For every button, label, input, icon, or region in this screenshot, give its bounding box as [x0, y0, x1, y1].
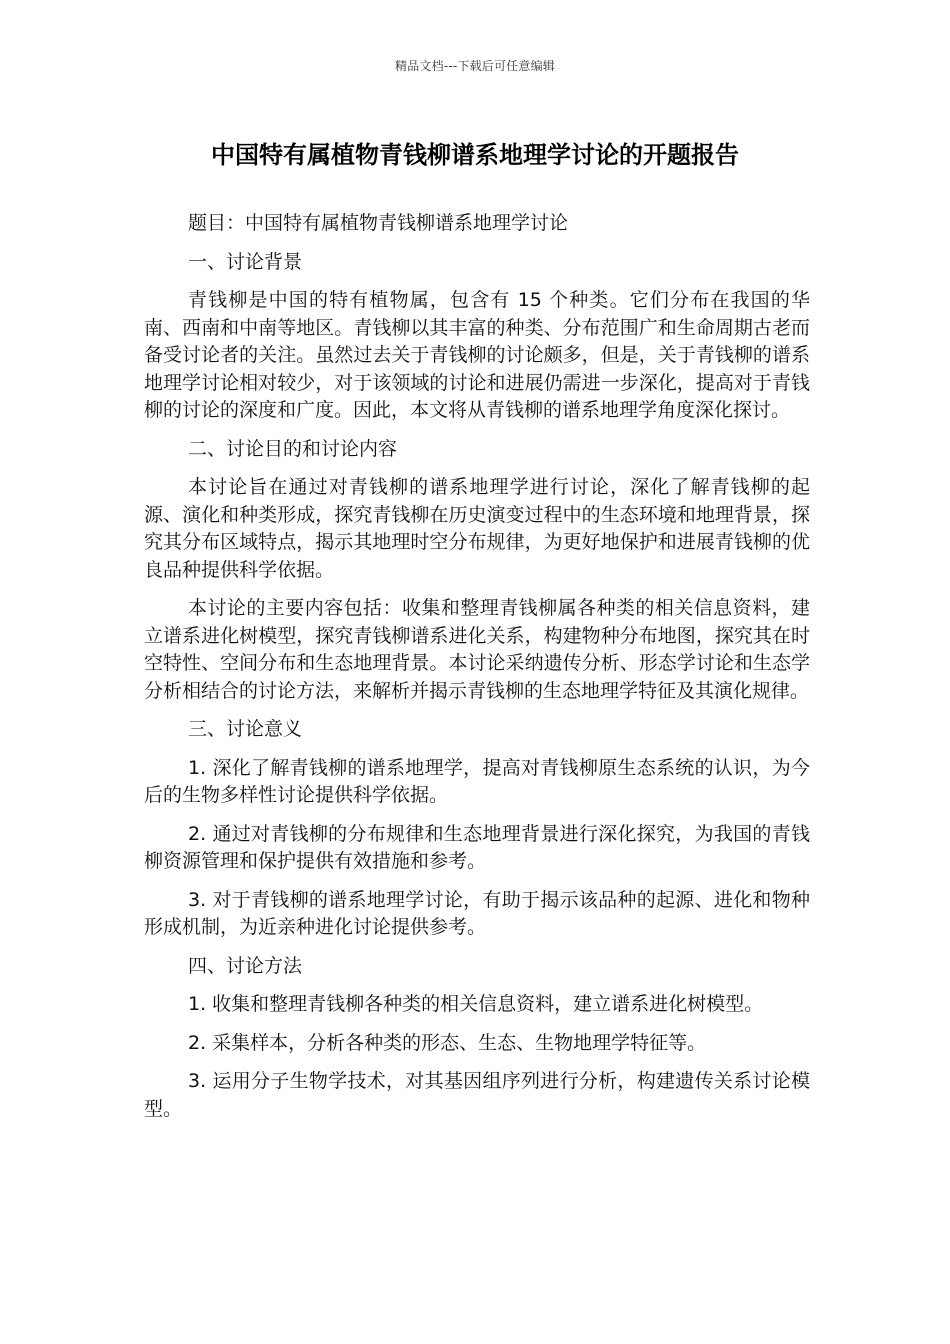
- section-heading-methods: 四、讨论方法: [188, 954, 303, 977]
- methods-item-1: 1. 收集和整理青钱柳各种类的相关信息资料，建立谱系进化树模型。: [188, 993, 764, 1015]
- subject-line: 题目：中国特有属植物青钱柳谱系地理学讨论: [188, 212, 569, 234]
- section-heading-background: 一、讨论背景: [188, 250, 303, 273]
- significance-item-2: 2. 通过对青钱柳的分布规律和生态地理背景进行深化探究，为我国的青钱柳资源管理和保护提供有效措施和参考。: [144, 822, 810, 872]
- methods-item-2: 2. 采集样本，分析各种类的形态、生态、生物地理学特征等。: [188, 1031, 707, 1054]
- purpose-paragraph-1: 本讨论旨在通过对青钱柳的谱系地理学进行讨论，深化了解青钱柳的起源、演化和种类形成，探究青钱柳在历史演变过程中的生态环境和地理背景，探究其分布区域特点，揭示其地理时空分布规律，为更好地保护和进展青钱柳的优良品种提供科学依据。: [144, 476, 810, 581]
- document-title: 中国特有属植物青钱柳谱系地理学讨论的开题报告: [211, 141, 739, 169]
- methods-item-3: 3. 运用分子生物学技术，对其基因组序列进行分析，构建遗传关系讨论模型。: [144, 1070, 810, 1120]
- background-paragraph: 青钱柳是中国的特有植物属，包含有 15 个种类。它们分布在我国的华南、西南和中南等地区。青钱柳以其丰富的种类、分布范围广和生命周期古老而备受讨论者的关注。虽然过去关于青钱柳的讨论颇多，但是，关于青钱柳的谱系地理学讨论相对较少，对于该领域的讨论和进展仍需进一步深化，提高对于青钱柳的讨论的深度和广度。因此，本文将从青钱柳的谱系地理学角度深化探讨。: [144, 289, 810, 421]
- section-heading-significance: 三、讨论意义: [188, 718, 303, 740]
- significance-item-3: 3. 对于青钱柳的谱系地理学讨论，有助于揭示该品种的起源、进化和物种形成机制，为近亲种进化讨论提供参考。: [144, 888, 810, 938]
- document-body: [144, 210, 810, 1134]
- section-heading-purpose: 二、讨论目的和讨论内容: [188, 437, 398, 460]
- significance-item-1: 1. 深化了解青钱柳的谱系地理学，提高对青钱柳原生态系统的认识，为今后的生物多样性讨论提供科学依据。: [144, 756, 810, 806]
- purpose-paragraph-2: 本讨论的主要内容包括：收集和整理青钱柳属各种类的相关信息资料，建立谱系进化树模型，探究青钱柳谱系进化关系，构建物种分布地图，探究其在时空特性、空间分布和生态地理背景。本讨论采纳遗传分析、形态学讨论和生态学分析相结合的讨论方法，来解析并揭示青钱柳的生态地理学特征及其演化规律。: [144, 597, 810, 702]
- page-header-watermark: 精品文档---下载后可任意编辑: [395, 59, 555, 73]
